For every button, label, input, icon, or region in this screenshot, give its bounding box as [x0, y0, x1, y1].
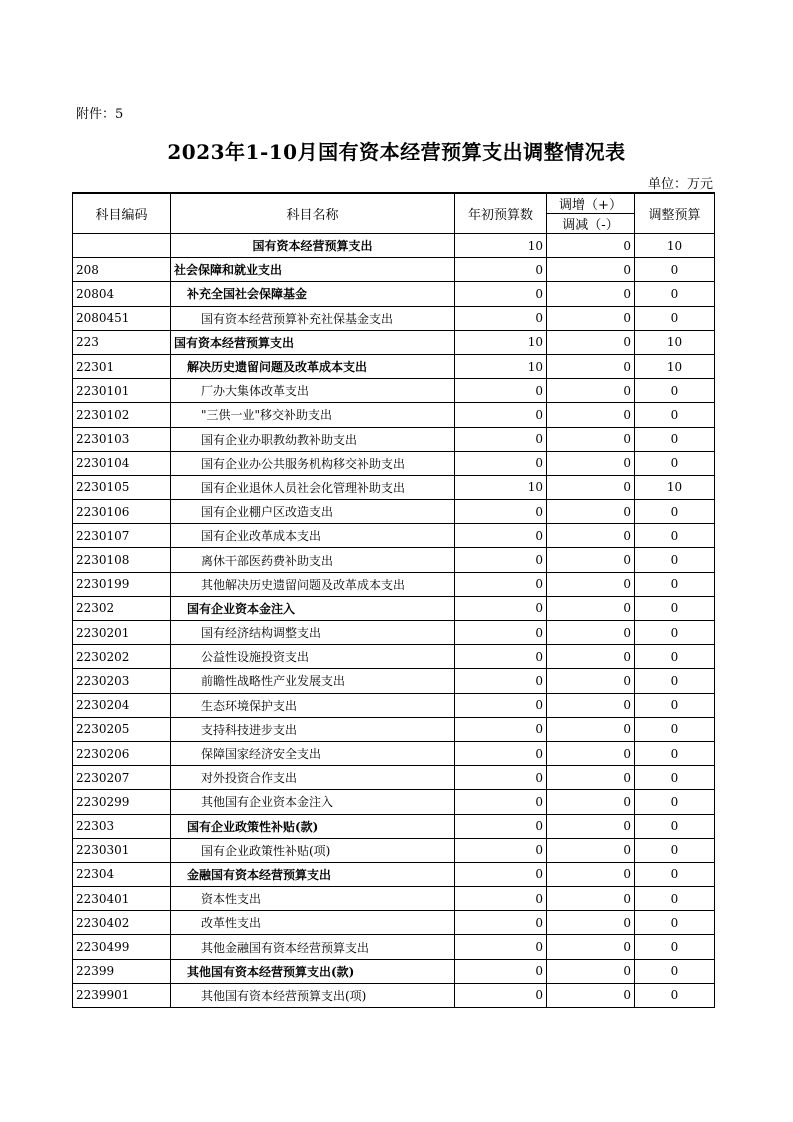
table-row [73, 621, 715, 645]
cell-code: 2230202 [73, 645, 171, 669]
cell-change: 0 [547, 403, 635, 427]
cell-initial: 0 [455, 645, 547, 669]
cell-adjusted: 10 [635, 330, 715, 354]
cell-code: 2230107 [73, 524, 171, 548]
cell-name: 国有企业政策性补贴(项) [171, 838, 455, 862]
cell-initial: 0 [455, 306, 547, 330]
cell-name: 国有经济结构调整支出 [171, 621, 455, 645]
table-row [73, 790, 715, 814]
cell-adjusted: 0 [635, 306, 715, 330]
cell-initial: 0 [455, 741, 547, 765]
cell-adjusted: 0 [635, 282, 715, 306]
cell-code: 2230105 [73, 475, 171, 499]
cell-change: 0 [547, 669, 635, 693]
cell-adjusted: 0 [635, 669, 715, 693]
cell-change: 0 [547, 838, 635, 862]
cell-change: 0 [547, 451, 635, 475]
page-title: 2023年1-10月国有资本经营预算支出调整情况表 [167, 140, 626, 164]
cell-code: 2230108 [73, 548, 171, 572]
cell-initial: 0 [455, 596, 547, 620]
cell-initial: 0 [455, 427, 547, 451]
cell-code: 208 [73, 258, 171, 282]
table-row [73, 887, 715, 911]
table-row [73, 766, 715, 790]
cell-change: 0 [547, 475, 635, 499]
header-initial: 年初预算数 [455, 193, 547, 234]
cell-initial: 0 [455, 403, 547, 427]
cell-code: 2230104 [73, 451, 171, 475]
table-row [73, 911, 715, 935]
cell-initial: 0 [455, 887, 547, 911]
table-row [73, 717, 715, 741]
table-row [73, 645, 715, 669]
cell-name: 对外投资合作支出 [171, 766, 455, 790]
cell-name: 国有企业退休人员社会化管理补助支出 [171, 475, 455, 499]
cell-code: 2230103 [73, 427, 171, 451]
cell-initial: 0 [455, 669, 547, 693]
cell-initial: 0 [455, 258, 547, 282]
cell-code: 22399 [73, 959, 171, 983]
cell-initial: 0 [455, 500, 547, 524]
cell-change: 0 [547, 572, 635, 596]
cell-change: 0 [547, 524, 635, 548]
table-row [73, 596, 715, 620]
cell-change: 0 [547, 548, 635, 572]
cell-name: 资本性支出 [171, 887, 455, 911]
cell-code: 2230299 [73, 790, 171, 814]
cell-name: 社会保障和就业支出 [171, 258, 455, 282]
cell-adjusted: 0 [635, 427, 715, 451]
cell-code: 2080451 [73, 306, 171, 330]
header-decrease: 调减（-） [547, 214, 635, 234]
cell-change: 0 [547, 282, 635, 306]
cell-change: 0 [547, 306, 635, 330]
cell-name: "三供一业"移交补助支出 [171, 403, 455, 427]
cell-adjusted: 0 [635, 524, 715, 548]
table-row [73, 862, 715, 886]
header-adjusted: 调整预算 [635, 193, 715, 234]
cell-name: 其他国有资本经营预算支出(款) [171, 959, 455, 983]
cell-code: 22301 [73, 354, 171, 378]
cell-code: 2230402 [73, 911, 171, 935]
table-row [73, 403, 715, 427]
cell-adjusted: 0 [635, 983, 715, 1007]
cell-code: 2230102 [73, 403, 171, 427]
cell-change: 0 [547, 234, 635, 258]
cell-name: 离休干部医药费补助支出 [171, 548, 455, 572]
cell-initial: 0 [455, 717, 547, 741]
cell-change: 0 [547, 427, 635, 451]
table-body [73, 234, 715, 1008]
cell-adjusted: 0 [635, 790, 715, 814]
cell-name: 国有企业改革成本支出 [171, 524, 455, 548]
cell-code: 22304 [73, 862, 171, 886]
table-row [73, 983, 715, 1007]
cell-name: 国有企业棚户区改造支出 [171, 500, 455, 524]
cell-name: 国有资本经营预算支出 [171, 330, 455, 354]
cell-code: 2230207 [73, 766, 171, 790]
cell-name: 补充全国社会保障基金 [171, 282, 455, 306]
cell-adjusted: 0 [635, 959, 715, 983]
cell-name: 金融国有资本经营预算支出 [171, 862, 455, 886]
cell-change: 0 [547, 741, 635, 765]
cell-code [73, 234, 171, 258]
cell-code: 2230106 [73, 500, 171, 524]
cell-name: 支持科技进步支出 [171, 717, 455, 741]
cell-name: 其他金融国有资本经营预算支出 [171, 935, 455, 959]
cell-name: 保障国家经济安全支出 [171, 741, 455, 765]
table-row [73, 306, 715, 330]
table-row [73, 838, 715, 862]
table-row [73, 354, 715, 378]
cell-adjusted: 10 [635, 234, 715, 258]
cell-initial: 0 [455, 959, 547, 983]
cell-change: 0 [547, 959, 635, 983]
cell-change: 0 [547, 330, 635, 354]
table-row [73, 234, 715, 258]
table-row [73, 959, 715, 983]
table-row [73, 282, 715, 306]
cell-initial: 10 [455, 354, 547, 378]
cell-initial: 0 [455, 548, 547, 572]
cell-name: 公益性设施投资支出 [171, 645, 455, 669]
cell-change: 0 [547, 693, 635, 717]
cell-name: 国有企业政策性补贴(款) [171, 814, 455, 838]
table-header-row [73, 193, 715, 214]
cell-initial: 0 [455, 766, 547, 790]
table-row [73, 451, 715, 475]
cell-initial: 0 [455, 911, 547, 935]
budget-adjustment-table [72, 192, 715, 1008]
cell-name: 厂办大集体改革支出 [171, 379, 455, 403]
cell-initial: 0 [455, 862, 547, 886]
cell-initial: 0 [455, 693, 547, 717]
cell-adjusted: 0 [635, 766, 715, 790]
cell-code: 2230201 [73, 621, 171, 645]
cell-change: 0 [547, 621, 635, 645]
cell-name: 国有资本经营预算补充社保基金支出 [171, 306, 455, 330]
header-code: 科目编码 [73, 193, 171, 234]
cell-change: 0 [547, 379, 635, 403]
cell-initial: 10 [455, 475, 547, 499]
table-row [73, 475, 715, 499]
unit-label: 单位：万元 [647, 177, 713, 192]
cell-initial: 0 [455, 838, 547, 862]
cell-change: 0 [547, 790, 635, 814]
cell-initial: 0 [455, 451, 547, 475]
cell-name: 国有企业资本金注入 [171, 596, 455, 620]
cell-change: 0 [547, 911, 635, 935]
cell-initial: 0 [455, 282, 547, 306]
header-increase: 调增（+） [547, 193, 635, 214]
cell-adjusted: 0 [635, 838, 715, 862]
cell-code: 20804 [73, 282, 171, 306]
cell-name: 国有企业办公共服务机构移交补助支出 [171, 451, 455, 475]
table-row [73, 693, 715, 717]
cell-change: 0 [547, 766, 635, 790]
cell-adjusted: 0 [635, 887, 715, 911]
cell-initial: 10 [455, 330, 547, 354]
cell-code: 2230101 [73, 379, 171, 403]
cell-adjusted: 0 [635, 403, 715, 427]
table-row [73, 935, 715, 959]
cell-adjusted: 0 [635, 379, 715, 403]
cell-change: 0 [547, 814, 635, 838]
table-row [73, 572, 715, 596]
cell-code: 2230401 [73, 887, 171, 911]
cell-adjusted: 0 [635, 500, 715, 524]
cell-initial: 0 [455, 621, 547, 645]
table-row [73, 669, 715, 693]
cell-change: 0 [547, 500, 635, 524]
cell-adjusted: 10 [635, 475, 715, 499]
cell-name: 国有企业办职教幼教补助支出 [171, 427, 455, 451]
cell-code: 223 [73, 330, 171, 354]
cell-initial: 10 [455, 234, 547, 258]
table-row [73, 524, 715, 548]
cell-change: 0 [547, 717, 635, 741]
cell-code: 2230206 [73, 741, 171, 765]
cell-name: 其他国有企业资本金注入 [171, 790, 455, 814]
cell-name: 解决历史遗留问题及改革成本支出 [171, 354, 455, 378]
cell-adjusted: 0 [635, 645, 715, 669]
cell-code: 2230205 [73, 717, 171, 741]
cell-change: 0 [547, 596, 635, 620]
cell-adjusted: 0 [635, 911, 715, 935]
cell-initial: 0 [455, 379, 547, 403]
cell-code: 2230203 [73, 669, 171, 693]
cell-code: 22303 [73, 814, 171, 838]
table-row [73, 548, 715, 572]
table-row [73, 258, 715, 282]
cell-name: 其他国有资本经营预算支出(项) [171, 983, 455, 1007]
cell-change: 0 [547, 983, 635, 1007]
table-row [73, 379, 715, 403]
cell-adjusted: 0 [635, 935, 715, 959]
cell-initial: 0 [455, 572, 547, 596]
cell-code: 2230301 [73, 838, 171, 862]
attachment-label: 附件：5 [76, 107, 124, 122]
cell-initial: 0 [455, 935, 547, 959]
cell-code: 2230199 [73, 572, 171, 596]
cell-code: 2230204 [73, 693, 171, 717]
cell-change: 0 [547, 645, 635, 669]
cell-adjusted: 0 [635, 741, 715, 765]
cell-adjusted: 0 [635, 862, 715, 886]
cell-change: 0 [547, 887, 635, 911]
cell-change: 0 [547, 862, 635, 886]
cell-name: 生态环境保护支出 [171, 693, 455, 717]
cell-adjusted: 0 [635, 548, 715, 572]
cell-change: 0 [547, 354, 635, 378]
cell-adjusted: 0 [635, 451, 715, 475]
cell-initial: 0 [455, 524, 547, 548]
cell-adjusted: 0 [635, 693, 715, 717]
cell-adjusted: 0 [635, 596, 715, 620]
cell-adjusted: 0 [635, 814, 715, 838]
table-row [73, 741, 715, 765]
cell-change: 0 [547, 258, 635, 282]
cell-name: 其他解决历史遗留问题及改革成本支出 [171, 572, 455, 596]
cell-code: 2239901 [73, 983, 171, 1007]
cell-initial: 0 [455, 814, 547, 838]
cell-name: 前瞻性战略性产业发展支出 [171, 669, 455, 693]
cell-adjusted: 0 [635, 258, 715, 282]
cell-initial: 0 [455, 983, 547, 1007]
cell-adjusted: 0 [635, 621, 715, 645]
header-name: 科目名称 [171, 193, 455, 234]
cell-name: 改革性支出 [171, 911, 455, 935]
cell-initial: 0 [455, 790, 547, 814]
table-row [73, 500, 715, 524]
cell-change: 0 [547, 935, 635, 959]
table-row [73, 814, 715, 838]
cell-adjusted: 10 [635, 354, 715, 378]
cell-name: 国有资本经营预算支出 [171, 234, 455, 258]
cell-code: 22302 [73, 596, 171, 620]
cell-adjusted: 0 [635, 717, 715, 741]
table-row [73, 330, 715, 354]
cell-code: 2230499 [73, 935, 171, 959]
cell-adjusted: 0 [635, 572, 715, 596]
table-row [73, 427, 715, 451]
